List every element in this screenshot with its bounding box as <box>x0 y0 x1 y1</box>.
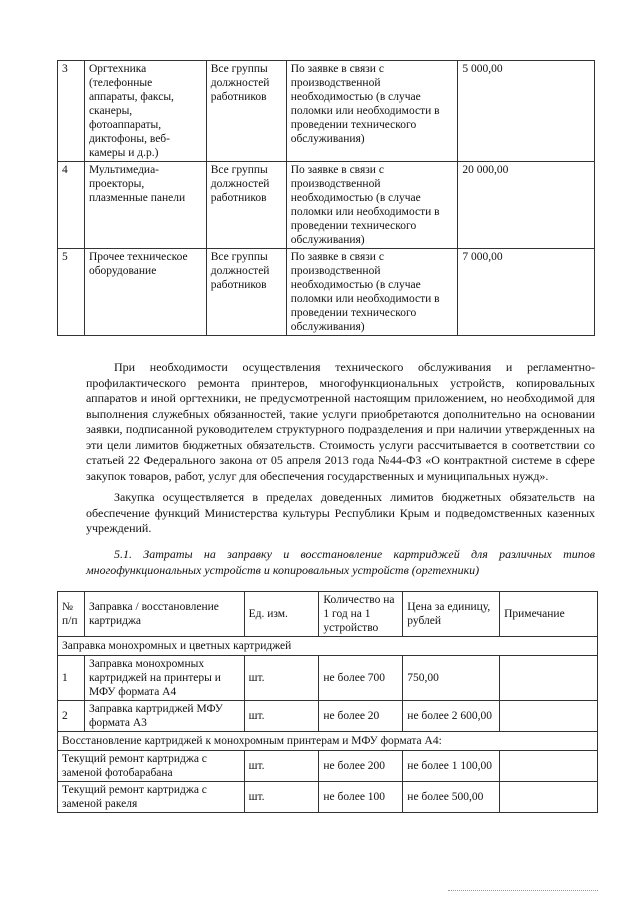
row-number: 1 <box>58 656 85 701</box>
employee-group: Все группы должностей работников <box>206 162 286 249</box>
service-name: Текущий ремонт картриджа с заменой фотобарабана <box>58 751 245 782</box>
section-title: Восстановление картриджей к монохромным принтерам и МФУ формата А4: <box>58 732 598 751</box>
header-price: Цена за единицу, рублей <box>403 592 500 637</box>
service-condition: По заявке в связи с производственной необходимостью (в случае поломки или необходимости в проведении технического обслуживания) <box>286 249 458 336</box>
employee-group: Все группы должностей работников <box>206 249 286 336</box>
table-row <box>58 751 598 782</box>
header-qty: Количество на 1 год на 1 устройство <box>319 592 403 637</box>
unit: шт. <box>244 701 319 732</box>
unit: шт. <box>244 782 319 813</box>
footer-divider <box>448 890 598 891</box>
table-row <box>58 701 598 732</box>
service-name: Текущий ремонт картриджа с заменой ракеля <box>58 782 245 813</box>
cartridge-refill-table <box>57 591 598 813</box>
price: 20 000,00 <box>458 162 595 249</box>
maintenance-paragraph: При необходимости осуществления технического обслуживания и регламентно-профилактического ремонта принтеров, многофункциональных устройств, копировальных аппаратов и иной оргтехники, не предусмотренной настоящим приложением, но необходимой для выполнения служебных обязанностей, такие услуги приобретаются дополнительно на основании заявки, подписанной руководителем структурного подразделения и при наличии утвержденных на эти цели лимитов бюджетных обязательств. Стоимость услуги рассчитывается в соответствии со статьей 22 Федерального закона от 05 апреля 2013 года №44-ФЗ «О контрактной системе в сфере закупок товаров, работ, услуг для обеспечения государственных и муниципальных нужд». <box>86 360 595 483</box>
table-row <box>58 656 598 701</box>
table-row <box>58 61 595 162</box>
section-row <box>58 732 598 751</box>
quantity: не более 700 <box>319 656 403 701</box>
row-number: 3 <box>58 61 85 162</box>
service-name: Заправка картриджей МФУ формата А3 <box>84 701 244 732</box>
table-header-row <box>58 592 598 637</box>
equipment-name: Мультимедиа-проекторы, плазменные панели <box>84 162 206 249</box>
procurement-paragraph: Закупка осуществляется в пределах доведенных лимитов бюджетных обязательств на обеспечение функций Министерства культуры Республики Крым и подведомственных казенных учреждений. <box>86 490 595 535</box>
price: 5 000,00 <box>458 61 595 162</box>
quantity: не более 200 <box>319 751 403 782</box>
note <box>500 782 598 813</box>
note <box>500 701 598 732</box>
header-num: № п/п <box>58 592 85 637</box>
service-condition: По заявке в связи с производственной необходимостью (в случае поломки или необходимости в проведении технического обслуживания) <box>286 61 458 162</box>
price: не более 500,00 <box>403 782 500 813</box>
unit: шт. <box>244 656 319 701</box>
header-name: Заправка / восстановление картриджа <box>84 592 244 637</box>
equipment-name: Прочее техническое оборудование <box>84 249 206 336</box>
quantity: не более 20 <box>319 701 403 732</box>
price: не более 2 600,00 <box>403 701 500 732</box>
row-number: 4 <box>58 162 85 249</box>
price: 750,00 <box>403 656 500 701</box>
quantity: не более 100 <box>319 782 403 813</box>
header-unit: Ед. изм. <box>244 592 319 637</box>
equipment-name: Оргтехника (телефонные аппараты, факсы, сканеры, фотоаппараты, диктофоны, веб-камеры и д.р.) <box>84 61 206 162</box>
service-condition: По заявке в связи с производственной необходимостью (в случае поломки или необходимости в проведении технического обслуживания) <box>286 162 458 249</box>
price: 7 000,00 <box>458 249 595 336</box>
table-row <box>58 162 595 249</box>
table-row <box>58 782 598 813</box>
price: не более 1 100,00 <box>403 751 500 782</box>
unit: шт. <box>244 751 319 782</box>
section-title: Заправка монохромных и цветных картриджей <box>58 637 598 656</box>
service-name: Заправка монохромных картриджей на принтеры и МФУ формата А4 <box>84 656 244 701</box>
note <box>500 656 598 701</box>
row-number: 2 <box>58 701 85 732</box>
employee-group: Все группы должностей работников <box>206 61 286 162</box>
section-row <box>58 637 598 656</box>
section-heading: 5.1. Затраты на заправку и восстановление картриджей для различных типов многофункциональных устройств и копировальных устройств (оргтехники) <box>86 547 595 577</box>
equipment-maintenance-table <box>57 60 595 336</box>
header-note: Примечание <box>500 592 598 637</box>
row-number: 5 <box>58 249 85 336</box>
note <box>500 751 598 782</box>
table-row <box>58 249 595 336</box>
